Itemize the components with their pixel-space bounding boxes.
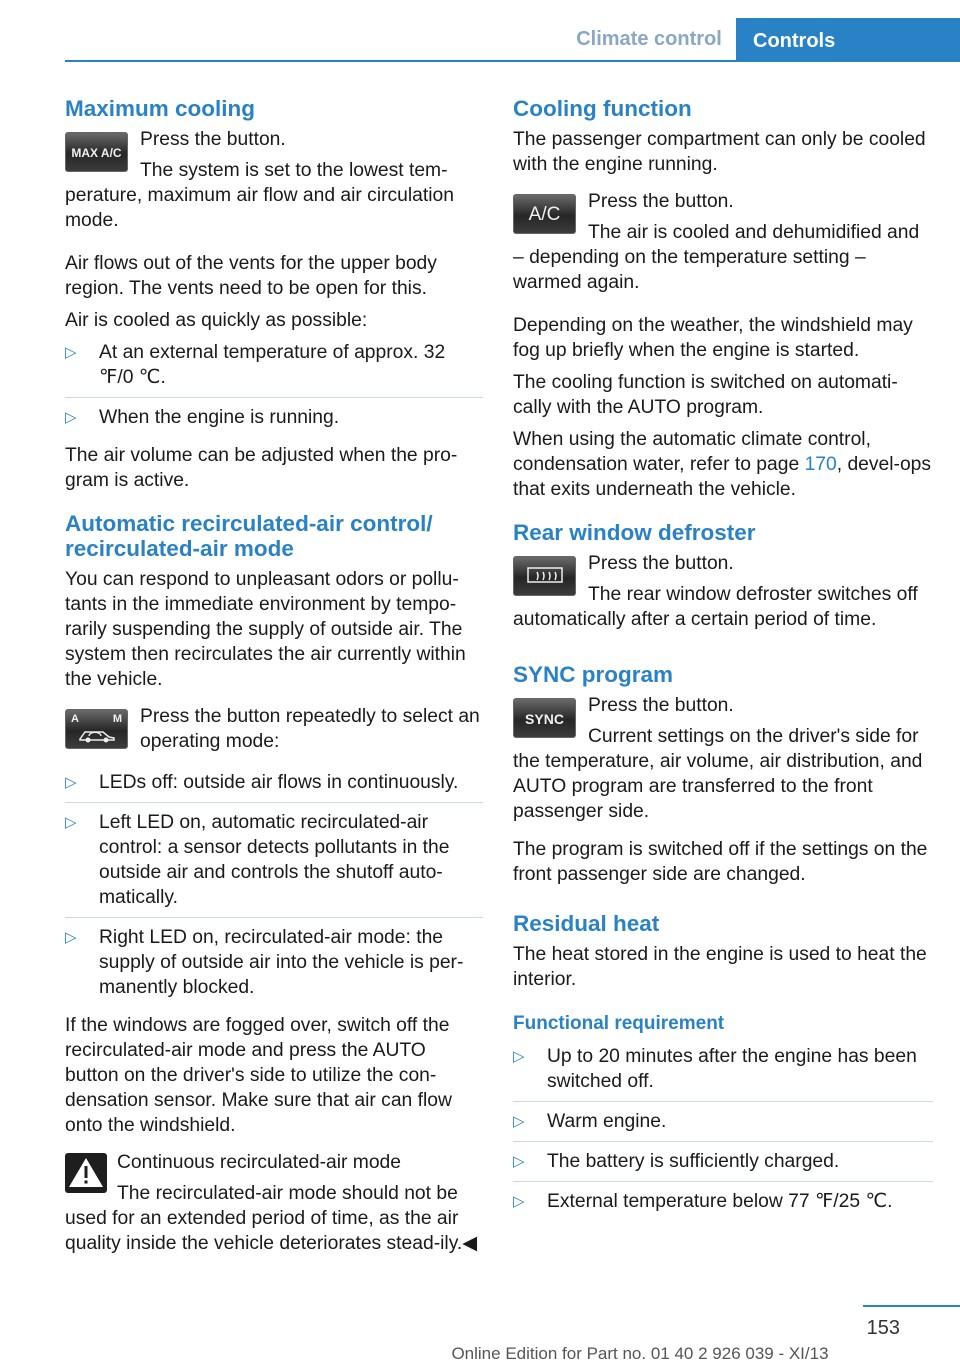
warning-triangle-icon (65, 1153, 107, 1193)
text-fragment: When using the automatic climate control, condensation water, refer to page (513, 429, 871, 475)
warning-block (65, 1150, 483, 1262)
list-item-text: LEDs off: outside air flows in continuously. (99, 772, 459, 793)
list-item-text: At an external temperature of approx. 32 ℉/0 ℃. (99, 342, 446, 388)
list-item-text: External temperature below 77 ℉/25 ℃. (547, 1191, 893, 1212)
paragraph: Current settings on the driver's side for the temperature, air volume, air distribution, and AUTO program are transferred to the front passenger side. (513, 726, 923, 822)
list-item (65, 405, 483, 437)
sync-button-icon: SYNC (513, 698, 576, 738)
paragraph: Depending on the weather, the windshield may fog up briefly when the engine is started. (513, 315, 913, 361)
list-item-text: Up to 20 minutes after the engine has been switched off. (547, 1046, 917, 1092)
paragraph: Press the button repeatedly to select an operating mode: (140, 706, 480, 752)
edition-footer: Online Edition for Part no. 01 40 2 926 039 - XI/13 (451, 1344, 829, 1363)
triangle-bullet-icon: ▷ (65, 929, 77, 946)
paragraph: If the windows are fogged over, switch off the recirculated-air mode and press the AUTO button on the driver's side to utilize the con‐densation sensor. Make sure that air can flow onto the windshield. (65, 1015, 452, 1136)
defrost-block (513, 551, 933, 638)
triangle-bullet-icon: ▷ (513, 1193, 525, 1210)
paragraph: Press the button. (588, 695, 734, 716)
triangle-bullet-icon: ▷ (65, 344, 77, 361)
paragraph: The air volume can be adjusted when the pro‐gram is active. (65, 445, 458, 491)
paragraph (513, 427, 933, 502)
subheading-functional-requirement: Functional requirement (513, 1013, 725, 1034)
recirc-led-a-label: A (71, 713, 79, 725)
paragraph: Press the button. (588, 553, 734, 574)
bullet-list (513, 1044, 933, 1221)
triangle-bullet-icon: ▷ (513, 1048, 525, 1065)
page-number: 153 (866, 1317, 900, 1339)
paragraph: Press the button. (588, 191, 734, 212)
warning-text: The recirculated-air mode should not be used for an extended period of time, as the air quality inside the vehicle deteriorates stead‐ily.◀ (65, 1183, 478, 1254)
left-column (65, 96, 483, 1269)
list-item (65, 770, 483, 803)
heading-residual-heat: Residual heat (513, 911, 660, 936)
paragraph: The heat stored in the engine is used to heat the interior. (513, 944, 927, 990)
header-rule (65, 60, 960, 62)
warning-title: Continuous recirculated-air mode (117, 1152, 402, 1173)
list-item-text: Right LED on, recirculated-air mode: the supply of outside air into the vehicle is per‐manently blocked. (99, 927, 464, 998)
list-item-text: When the engine is running. (99, 407, 340, 428)
paragraph: The air is cooled and dehumidified and – depending on the temperature setting – warmed again. (513, 222, 920, 293)
paragraph: The rear window defroster switches off automatically after a certain period of time. (513, 584, 918, 630)
list-item (65, 925, 483, 1007)
page-link[interactable]: 170 (804, 454, 837, 475)
max-ac-block (65, 127, 483, 239)
header-section-tab: Climate control (576, 28, 722, 50)
heading-maximum-cooling: Maximum cooling (65, 96, 256, 121)
list-item (513, 1109, 933, 1142)
list-item-text: Warm engine. (547, 1111, 667, 1132)
triangle-bullet-icon: ▷ (513, 1113, 525, 1130)
list-item (513, 1189, 933, 1221)
recirc-led-m-label: M (112, 713, 122, 725)
text-fragment: , devel‐ops that exits underneath the vehicle. (513, 454, 932, 500)
triangle-bullet-icon: ▷ (65, 409, 77, 426)
heading-recirculated-air: Automatic recirculated-air control/ recirculated-air mode (65, 511, 433, 561)
paragraph: The passenger compartment can only be cooled with the engine running. (513, 129, 926, 175)
paragraph: The program is switched off if the settings on the front passenger side are changed. (513, 839, 928, 885)
paragraph: Press the button. (140, 129, 286, 150)
header-chapter-tab: Controls (736, 18, 960, 61)
heading-sync-program: SYNC program (513, 662, 674, 687)
paragraph: Air is cooled as quickly as possible: (65, 310, 368, 331)
ac-block (513, 189, 933, 301)
paragraph: You can respond to unpleasant odors or pollu‐tants in the immediate environment by tempo‐rarily suspending the supply of outside air. The system then recirculates the air currently within the vehicle. (65, 569, 466, 690)
list-item (65, 810, 483, 918)
right-column (513, 96, 933, 1227)
heading-rear-window-defroster: Rear window defroster (513, 520, 756, 545)
recirc-block (65, 704, 483, 760)
bullet-list (65, 340, 483, 437)
list-item (513, 1149, 933, 1182)
list-item-text: The battery is sufficiently charged. (547, 1151, 840, 1172)
paragraph: The cooling function is switched on automati‐cally with the AUTO program. (513, 372, 898, 418)
max-ac-button-icon: MAX A/C (65, 132, 128, 172)
rear-window-heat-icon (525, 563, 565, 591)
triangle-bullet-icon: ▷ (65, 774, 77, 791)
footer-rule (863, 1305, 960, 1307)
list-item-text: Left LED on, automatic recirculated-air control: a sensor detects pollutants in the outside air and controls the shutoff auto‐matically. (99, 812, 450, 908)
recirculation-button-icon (65, 709, 128, 749)
sync-block (513, 693, 933, 830)
bullet-list (65, 770, 483, 1007)
ac-button-icon: A/C (513, 194, 576, 234)
rear-defroster-button-icon (513, 556, 576, 596)
triangle-bullet-icon: ▷ (65, 814, 77, 831)
triangle-bullet-icon: ▷ (513, 1153, 525, 1170)
car-recirculation-icon (77, 727, 117, 743)
paragraph: Air flows out of the vents for the upper body region. The vents need to be open for this. (65, 253, 437, 299)
list-item (65, 340, 483, 398)
list-item (513, 1044, 933, 1102)
paragraph: The system is set to the lowest tem‐perature, maximum air flow and air circulation mode. (65, 160, 454, 231)
heading-cooling-function: Cooling function (513, 96, 692, 121)
